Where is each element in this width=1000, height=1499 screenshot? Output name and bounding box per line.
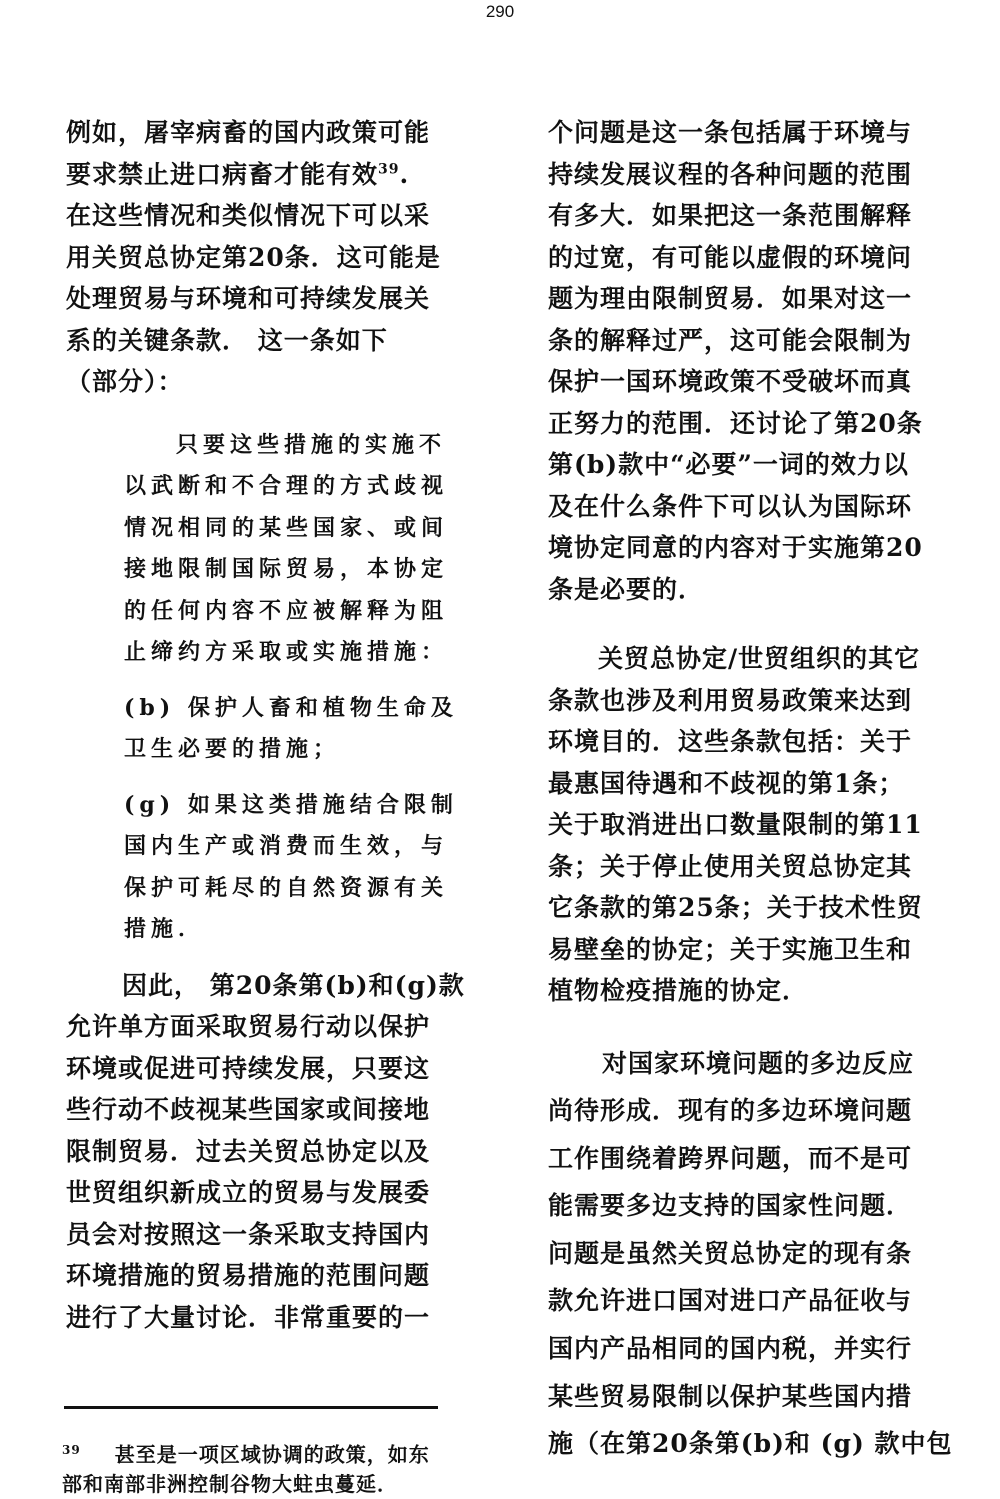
quote-line: 国内生产或消费而生效，与	[124, 833, 449, 859]
text-line: 例如，屠宰病畜的国内政策可能	[66, 118, 431, 147]
text-line: 题为理由限制贸易．如果对这一	[548, 284, 913, 313]
footnote-divider	[64, 1406, 438, 1409]
text-line: 限制贸易．过去关贸总协定以及	[66, 1136, 431, 1166]
quote-line: 以武断和不合理的方式歧视	[124, 473, 449, 499]
footnote-reference: 39	[378, 161, 400, 178]
text-line: 对国家环境问题的多边反应	[602, 1048, 915, 1078]
quote-line: 情况相同的某些国家、或间	[124, 514, 449, 541]
text-line: 环境或促进可持续发展，只要这	[66, 1053, 431, 1083]
text-line: 的过宽，有可能以虚假的环境问	[548, 242, 913, 272]
text-line: 第(b)款中“必要”一词的效力以	[548, 450, 909, 479]
left-paragraph-1	[66, 112, 474, 403]
text-line: 个问题是这一条包括属于环境与	[548, 118, 913, 147]
text-line: 最惠国待遇和不歧视的第1条；	[548, 768, 905, 798]
left-column	[66, 112, 474, 1338]
quote-line: 保护可耗尽的自然资源有关	[124, 874, 449, 901]
text-line: 关于取消进出口数量限制的第11	[548, 810, 923, 839]
text-line: 关贸总协定/世贸组织的其它	[598, 644, 921, 673]
text-line: 条；关于停止使用关贸总协定其	[548, 851, 913, 881]
text-line: 进行了大量讨论．非常重要的一	[66, 1302, 431, 1332]
text-line: 保护一国环境政策不受破坏而真	[548, 367, 913, 396]
right-paragraph-2	[548, 638, 956, 1012]
text-line: 持续发展议程的各种问题的范围	[548, 159, 913, 189]
text-line: 用关贸总协定第20条．这可能是	[66, 242, 441, 272]
text-line: 世贸组织新成立的贸易与发展委	[66, 1178, 431, 1207]
quote-line: 的任何内容不应被解释为阻	[124, 597, 449, 624]
text-line: 款允许进口国对进口产品征收与	[548, 1286, 913, 1316]
text-line: 允许单方面采取贸易行动以保护	[66, 1012, 431, 1041]
text-line: 处理贸易与环境和可持续发展关	[66, 284, 431, 313]
left-paragraph-2	[66, 965, 474, 1007]
text-line: 能需要多边支持的国家性问题．	[548, 1191, 913, 1221]
right-paragraph-3	[548, 1040, 956, 1468]
quote-line: 卫生必要的措施；	[124, 736, 341, 762]
text-line: 它条款的第25条；关于技术性贸	[548, 893, 923, 922]
text-line: 问题是虽然关贸总协定的现有条	[548, 1238, 913, 1268]
text-line: 在这些情况和类似情况下可以采	[66, 201, 431, 230]
text-line: （部分）：	[66, 367, 184, 396]
text-line: 要求禁止进口病畜才能有效$^{39}$.	[66, 159, 410, 189]
text-line: 有多大．如果把这一条范围解释	[548, 201, 913, 230]
quote-line: 措施．	[124, 916, 206, 942]
text-line: 境协定同意的内容对于实施第20	[548, 533, 923, 562]
text-line: 施（在第20条第(b)和 (g) 款中包	[548, 1429, 953, 1459]
footnote-mark: 39	[62, 1443, 81, 1457]
text-line: 因此， 第20条第(b)和(g)款	[122, 970, 465, 1000]
text-line: 尚待形成．现有的多边环境问题	[548, 1096, 913, 1126]
quote-line: 只要这些措施的实施不	[176, 431, 447, 458]
text-line: 员会对按照这一条采取支持国内	[66, 1219, 431, 1249]
text-line: 国内产品相同的国内税，并实行	[548, 1334, 913, 1364]
footnote-line: 部和南部非洲控制谷物大蛀虫蔓延．	[62, 1471, 398, 1496]
footnote-line: $^{39}$ 甚至是一项区域协调的政策，如东	[62, 1442, 430, 1467]
quote-line: 接地限制国际贸易，本协定	[124, 556, 449, 582]
text-line: 些行动不歧视某些国家或间接地	[66, 1095, 431, 1124]
text-line: 系的关键条款． 这一条如下	[66, 325, 388, 355]
text-line: 条是必要的．	[548, 574, 705, 604]
text-line: 某些贸易限制以保护某些国内措	[548, 1381, 913, 1411]
text-line: 工作围绕着跨界问题，而不是可	[548, 1143, 913, 1173]
text-line: 环境目的．这些条款包括：关于	[548, 727, 913, 756]
right-paragraph-1	[548, 112, 956, 610]
quote-line: (b) 保护人畜和植物生命及	[124, 694, 458, 721]
text-line: 易壁垒的协定；关于实施卫生和	[548, 934, 913, 964]
text-line: 及在什么条件下可以认为国际环	[548, 491, 913, 521]
quote-line: (g) 如果这类措施结合限制	[124, 791, 458, 818]
block-quote	[124, 425, 474, 951]
left-paragraph-2-body	[66, 1006, 474, 1338]
footnote	[62, 1436, 482, 1499]
text-line: 条款也涉及利用贸易政策来达到	[548, 685, 913, 715]
text-line: 正努力的范围．还讨论了第20条	[548, 408, 923, 438]
page-number: 290	[485, 2, 515, 21]
text-line: 环境措施的贸易措施的范围问题	[66, 1261, 431, 1290]
text-line: 植物检疫措施的协定．	[548, 976, 809, 1005]
right-column	[548, 112, 956, 1468]
quote-line: 止缔约方采取或实施措施：	[124, 639, 449, 665]
text-line: 条的解释过严，这可能会限制为	[548, 325, 913, 355]
